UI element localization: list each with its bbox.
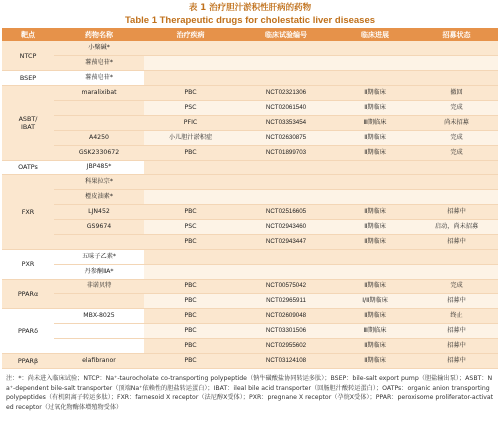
phase-cell: Ⅱ期临床 bbox=[335, 234, 415, 249]
trial-id-cell bbox=[237, 175, 335, 190]
header-trial-id: 临床试验编号 bbox=[237, 28, 335, 41]
status-cell: 完成 bbox=[415, 130, 498, 145]
status-cell bbox=[415, 249, 498, 264]
trial-id-cell bbox=[237, 41, 335, 56]
trial-id-cell: NCT02943447 bbox=[237, 234, 335, 249]
header-indication: 治疗疾病 bbox=[144, 28, 237, 41]
status-cell: 撤回 bbox=[415, 86, 498, 101]
indication-cell: PFIC bbox=[144, 115, 237, 130]
indication-cell bbox=[144, 249, 237, 264]
drug-table bbox=[2, 28, 498, 369]
phase-cell bbox=[335, 71, 415, 86]
trial-id-cell bbox=[237, 249, 335, 264]
phase-cell: Ⅱ期临床 bbox=[335, 353, 415, 368]
trial-id-cell bbox=[237, 264, 335, 279]
status-cell: 终止 bbox=[415, 309, 498, 324]
target-cell: OATPs bbox=[2, 160, 54, 175]
status-cell: 招募中 bbox=[415, 353, 498, 368]
phase-cell: Ⅲ期临床 bbox=[335, 324, 415, 339]
drug-cell bbox=[54, 294, 144, 309]
drug-cell: 小檗碱* bbox=[54, 41, 144, 56]
drug-cell: 薯蓣皂苷* bbox=[54, 56, 144, 71]
indication-cell: PBC bbox=[144, 279, 237, 294]
table-row bbox=[2, 160, 498, 175]
drug-cell bbox=[54, 339, 144, 354]
status-cell bbox=[415, 160, 498, 175]
trial-id-cell bbox=[237, 71, 335, 86]
table-row bbox=[2, 294, 498, 309]
table-row bbox=[2, 56, 498, 71]
indication-cell bbox=[144, 160, 237, 175]
drug-cell bbox=[54, 101, 144, 116]
header-phase: 临床进展 bbox=[335, 28, 415, 41]
indication-cell: PBC bbox=[144, 234, 237, 249]
table-row bbox=[2, 71, 498, 86]
phase-cell bbox=[335, 175, 415, 190]
table-row bbox=[2, 205, 498, 220]
indication-cell bbox=[144, 264, 237, 279]
status-cell bbox=[415, 71, 498, 86]
phase-cell bbox=[335, 41, 415, 56]
status-cell bbox=[415, 190, 498, 205]
indication-cell: PSC bbox=[144, 101, 237, 116]
table-row bbox=[2, 353, 498, 368]
status-cell: 完成 bbox=[415, 279, 498, 294]
drug-cell: 丹参酮ⅡA* bbox=[54, 264, 144, 279]
table-row bbox=[2, 264, 498, 279]
trial-id-cell bbox=[237, 160, 335, 175]
status-cell bbox=[415, 41, 498, 56]
trial-id-cell: NCT02630875 bbox=[237, 130, 335, 145]
indication-cell bbox=[144, 175, 237, 190]
phase-cell: Ⅱ期临床 bbox=[335, 205, 415, 220]
drug-cell bbox=[54, 234, 144, 249]
phase-cell: Ⅱ期临床 bbox=[335, 309, 415, 324]
status-cell: 招募中 bbox=[415, 339, 498, 354]
phase-cell bbox=[335, 264, 415, 279]
status-cell bbox=[415, 175, 498, 190]
indication-cell bbox=[144, 190, 237, 205]
table-row bbox=[2, 101, 498, 116]
status-cell: 完成 bbox=[415, 145, 498, 160]
trial-id-cell: NCT03301506 bbox=[237, 324, 335, 339]
target-cell: PPARδ bbox=[2, 309, 54, 354]
target-cell: PPARα bbox=[2, 279, 54, 309]
indication-cell bbox=[144, 56, 237, 71]
phase-cell bbox=[335, 56, 415, 71]
phase-cell: Ⅱ期临床 bbox=[335, 101, 415, 116]
table-title-en: Table 1 Therapeutic drugs for cholestatic liver diseases bbox=[124, 15, 376, 26]
indication-cell: PBC bbox=[144, 324, 237, 339]
table-row bbox=[2, 220, 498, 235]
phase-cell: Ⅱ期临床 bbox=[335, 220, 415, 235]
table-row bbox=[2, 309, 498, 324]
target-cell: FXR bbox=[2, 175, 54, 249]
drug-cell: JBP485* bbox=[54, 160, 144, 175]
drug-cell: 非诺贝特 bbox=[54, 279, 144, 294]
indication-cell bbox=[144, 71, 237, 86]
phase-cell: Ⅱ期临床 bbox=[335, 339, 415, 354]
phase-cell: Ⅱ期临床 bbox=[335, 145, 415, 160]
drug-cell: A4250 bbox=[54, 130, 144, 145]
drug-cell: maralixibat bbox=[54, 86, 144, 101]
drug-cell: 五味子乙素* bbox=[54, 249, 144, 264]
drug-cell bbox=[54, 115, 144, 130]
drug-cell: LJN452 bbox=[54, 205, 144, 220]
table-row bbox=[2, 339, 498, 354]
trial-id-cell: NCT02965911 bbox=[237, 294, 335, 309]
table-row bbox=[2, 41, 498, 56]
trial-id-cell bbox=[237, 56, 335, 71]
indication-cell: PBC bbox=[144, 205, 237, 220]
phase-cell bbox=[335, 160, 415, 175]
target-cell: PPARβ bbox=[2, 353, 54, 368]
header-drug: 药物名称 bbox=[54, 28, 144, 41]
status-cell: 招募中 bbox=[415, 324, 498, 339]
table-row bbox=[2, 130, 498, 145]
indication-cell: PBC bbox=[144, 309, 237, 324]
indication-cell: PBC bbox=[144, 294, 237, 309]
trial-id-cell bbox=[237, 190, 335, 205]
trial-id-cell: NCT02955602 bbox=[237, 339, 335, 354]
trial-id-cell: NCT03353454 bbox=[237, 115, 335, 130]
trial-id-cell: NCT01899703 bbox=[237, 145, 335, 160]
drug-cell: GS9674 bbox=[54, 220, 144, 235]
status-cell: 招募中 bbox=[415, 234, 498, 249]
indication-cell: 小儿胆汁淤积症 bbox=[144, 130, 237, 145]
indication-cell: PBC bbox=[144, 86, 237, 101]
phase-cell bbox=[335, 190, 415, 205]
table-row bbox=[2, 190, 498, 205]
table-row bbox=[2, 234, 498, 249]
drug-cell bbox=[54, 324, 144, 339]
header-status: 招募状态 bbox=[415, 28, 498, 41]
table-title-cn: 表 1 治疗胆汁淤积性肝病的药物 bbox=[188, 3, 312, 13]
target-cell: BSEP bbox=[2, 71, 54, 86]
status-cell: 尚未招募 bbox=[415, 115, 498, 130]
trial-id-cell: NCT02061540 bbox=[237, 101, 335, 116]
trial-id-cell: NCT02609048 bbox=[237, 309, 335, 324]
trial-id-cell: NCT03124108 bbox=[237, 353, 335, 368]
target-cell: NTCP bbox=[2, 41, 54, 71]
status-cell: 招募中 bbox=[415, 294, 498, 309]
phase-cell: Ⅱ期临床 bbox=[335, 86, 415, 101]
target-cell: PXR bbox=[2, 249, 54, 279]
status-cell: 完成 bbox=[415, 101, 498, 116]
table-row bbox=[2, 115, 498, 130]
table-row bbox=[2, 324, 498, 339]
phase-cell: Ⅱ期临床 bbox=[335, 130, 415, 145]
phase-cell: Ⅱ期临床 bbox=[335, 279, 415, 294]
drug-cell: MBX-8025 bbox=[54, 309, 144, 324]
indication-cell: PBC bbox=[144, 353, 237, 368]
drug-cell: elafibranor bbox=[54, 353, 144, 368]
status-cell bbox=[415, 264, 498, 279]
header-target: 靶点 bbox=[2, 28, 54, 41]
drug-cell: GSK2330672 bbox=[54, 145, 144, 160]
table-row bbox=[2, 249, 498, 264]
table-header-row bbox=[2, 28, 498, 41]
trial-id-cell: NCT02943460 bbox=[237, 220, 335, 235]
status-cell: 启动，尚未招募 bbox=[415, 220, 498, 235]
phase-cell: Ⅲ期临床 bbox=[335, 115, 415, 130]
drug-cell: 橙皮油素* bbox=[54, 190, 144, 205]
indication-cell: PBC bbox=[144, 145, 237, 160]
status-cell bbox=[415, 56, 498, 71]
drug-cell: 科果拉宗* bbox=[54, 175, 144, 190]
table-row bbox=[2, 175, 498, 190]
indication-cell: PBC bbox=[144, 339, 237, 354]
table-row bbox=[2, 279, 498, 294]
phase-cell: Ⅰ/Ⅱ期临床 bbox=[335, 294, 415, 309]
table-body bbox=[2, 41, 498, 369]
table-row bbox=[2, 145, 498, 160]
drug-cell: 薯蓣皂苷* bbox=[54, 71, 144, 86]
indication-cell bbox=[144, 41, 237, 56]
trial-id-cell: NCT00575042 bbox=[237, 279, 335, 294]
phase-cell bbox=[335, 249, 415, 264]
target-cell: ASBT/ IBAT bbox=[2, 86, 54, 160]
indication-cell: PSC bbox=[144, 220, 237, 235]
trial-id-cell: NCT02321306 bbox=[237, 86, 335, 101]
footnote: 注：*：尚未进入临床试验；NTCP：Na⁺-taurocholate co-transporting polypeptide（钠牛磺酸盐协同转运多肽）；BSEP：bile-salt export pump（胆盐输出泵）；ASBT：Na⁺-dependent bile-salt transporter（顶端Na⁺依赖性的胆盐转运蛋白）；IBAT：ileal bile acid transporter（回肠胆汁酸转运蛋白）；OATPs：organic anion transporting polypeptides（有机阴离子转运多肽）；FXR：farnesoid X receptor（法尼醇X受体）；PXR：pregnane X receptor（孕烷X受体）；PPAR：peroxisome proliferator-activated receptor（过氧化物酶体增殖物受体） bbox=[6, 375, 494, 411]
trial-id-cell: NCT02516605 bbox=[237, 205, 335, 220]
status-cell: 招募中 bbox=[415, 205, 498, 220]
table-row bbox=[2, 86, 498, 101]
